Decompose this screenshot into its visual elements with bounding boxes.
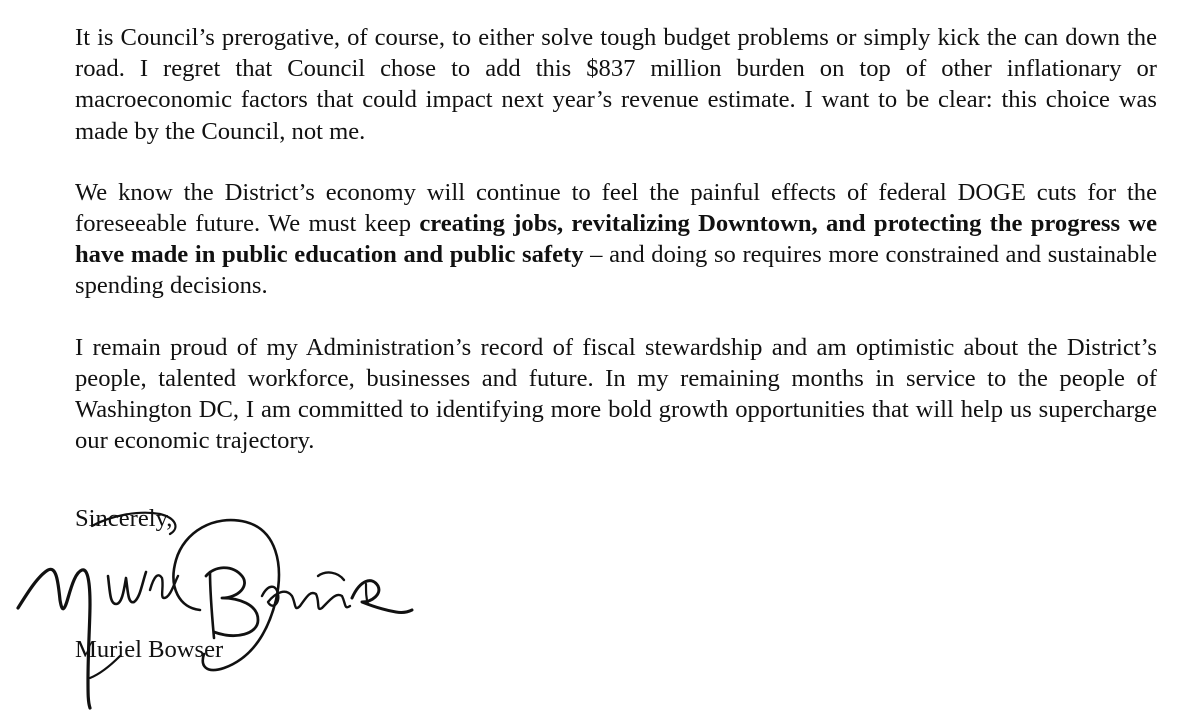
paragraph-text: I remain proud of my Administration’s record of fiscal stewardship and am optimistic about the District’s people, talented workforce, businesses and future. In my remaining months in service to the people of Washington DC, I am committed to identifying more bold growth opportunities that will help us supercharge our economic trajectory. [75, 333, 1157, 455]
paragraph-fiscal-stewardship [75, 332, 1157, 457]
paragraph-text: It is Council’s prerogative, of course, to either solve tough budget problems or simply kick the can down the road. I regret that Council chose to add this $837 million burden on top of other inflationary or macroeconomic factors that could impact next year’s revenue estimate. I want to be clear: this choice was made by the Council, not me. [75, 24, 1157, 145]
paragraph-text: – and doing so requires more constrained and sustainable spending decisions. [75, 241, 1157, 300]
letter-body [75, 22, 1157, 456]
paragraph-district-economy [75, 177, 1157, 302]
letter-closing: Sincerely, [75, 505, 173, 532]
emphasized-priorities: creating jobs, revitalizing Downtown, and protecting the progress we have made in public education and public safety [75, 210, 1158, 269]
paragraph-council-budget [75, 22, 1157, 147]
signer-name: Muriel Bowser [75, 636, 224, 663]
handwritten-signature [0, 480, 460, 728]
paragraph-text: We know the District’s economy will continue to feel the painful effects of federal DOGE cuts for the foreseeable future. We must keep [75, 178, 1157, 238]
